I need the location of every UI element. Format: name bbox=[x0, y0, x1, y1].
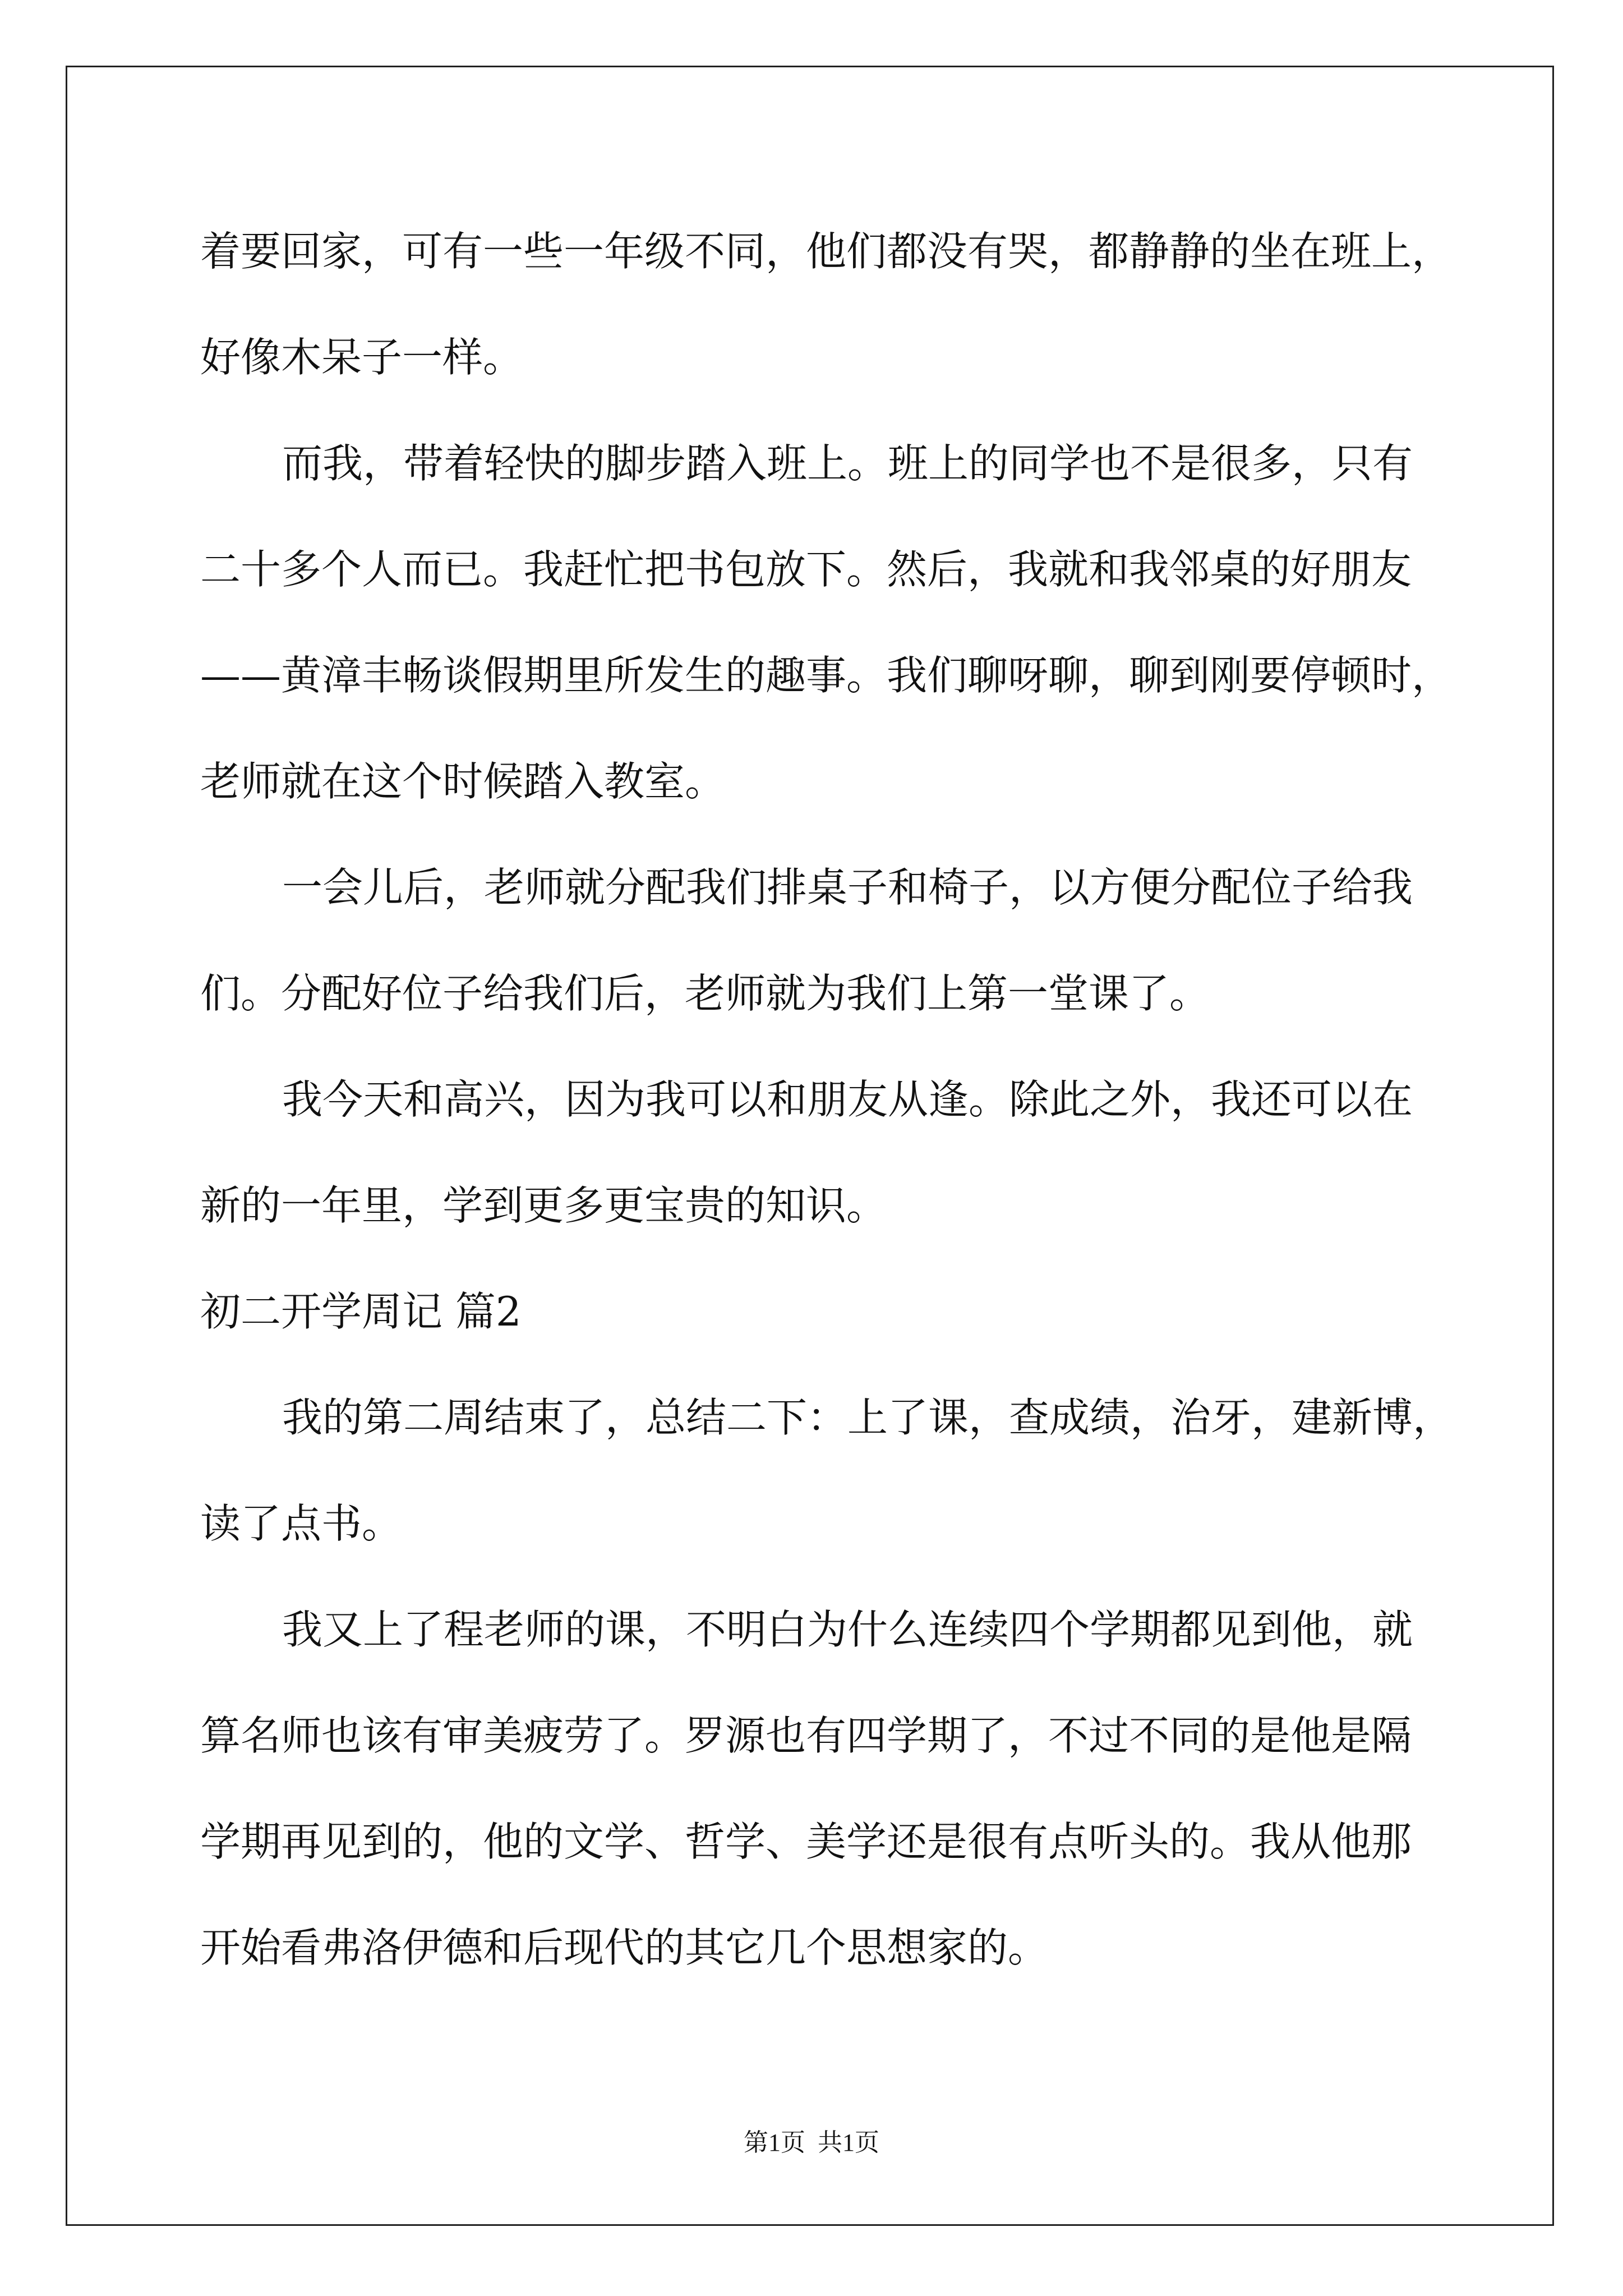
text-line: 而我，带着轻快的脚步踏入班上。班上的同学也不是很多，只有 bbox=[282, 440, 1413, 487]
text-line: 读了点书。 bbox=[200, 1500, 403, 1547]
paragraph bbox=[200, 199, 1501, 411]
text-line: 我的第二周结束了，总结二下：上了课，查成绩，治牙，建新博， bbox=[282, 1394, 1454, 1441]
section-heading: 初二开学周记 篇2 bbox=[200, 1288, 522, 1335]
text-line: 着要回家，可有一些一年级不同，他们都没有哭，都静静的坐在班上， bbox=[200, 228, 1453, 275]
text-line: 好像木呆子一样。 bbox=[200, 334, 524, 381]
text-line: 算名师也该有审美疲劳了。罗源也有四学期了，不过不同的是他是隔 bbox=[200, 1712, 1412, 1759]
text-line: 一会儿后，老师就分配我们排桌子和椅子，以方便分配位子给我 bbox=[282, 864, 1413, 911]
paragraph bbox=[200, 1577, 1501, 2001]
text-line: 们。分配好位子给我们后，老师就为我们上第一堂课了。 bbox=[200, 970, 1210, 1017]
text-line: ——黄漳丰畅谈假期里所发生的趣事。我们聊呀聊，聊到刚要停顿时， bbox=[200, 652, 1453, 699]
paragraph bbox=[200, 835, 1501, 1047]
paragraph bbox=[200, 1047, 1501, 1259]
paragraph bbox=[200, 1365, 1501, 1577]
document-body bbox=[200, 199, 1501, 2001]
text-line: 我又上了程老师的课，不明白为什么连续四个学期都见到他，就 bbox=[282, 1606, 1413, 1653]
text-line: 新的一年里，学到更多更宝贵的知识。 bbox=[200, 1182, 887, 1229]
text-line: 学期再见到的，他的文学、哲学、美学还是很有点听头的。我从他那 bbox=[200, 1818, 1412, 1865]
text-line: 老师就在这个时候踏入教室。 bbox=[200, 758, 726, 805]
page-number-footer: 第1页 共1页 bbox=[744, 2129, 879, 2156]
text-line: 开始看弗洛伊德和后现代的其它几个思想家的。 bbox=[200, 1924, 1049, 1971]
text-line: 我今天和高兴，因为我可以和朋友从逢。除此之外，我还可以在 bbox=[282, 1076, 1413, 1123]
paragraph bbox=[200, 411, 1501, 835]
text-line: 二十多个人而已。我赶忙把书包放下。然后，我就和我邻桌的好朋友 bbox=[200, 546, 1412, 593]
